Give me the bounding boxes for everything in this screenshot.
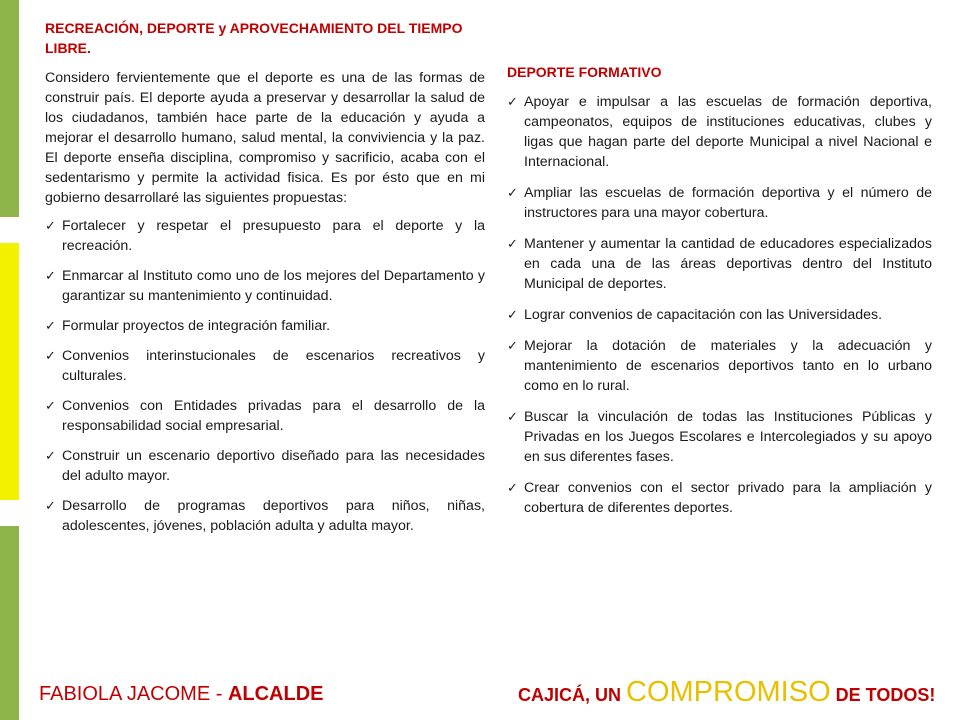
checkmark-icon: ✓ xyxy=(507,480,518,495)
candidate-name: FABIOLA JACOME - ALCALDE xyxy=(39,683,324,705)
checkmark-icon: ✓ xyxy=(45,498,56,513)
slogan: CAJICÁ, UN COMPROMISO DE TODOS! xyxy=(518,676,936,708)
side-strip-gap-top xyxy=(0,217,19,243)
list-item: ✓ Convenios interinstucionales de escenarios recreativos y culturales. xyxy=(45,348,485,384)
right-proposal-list xyxy=(507,92,932,518)
list-item: ✓ Mantener y aumentar la cantidad de educadores especializados en cada una de las áreas deportivas dentro del Instituto Municipal de deportes. xyxy=(507,236,932,292)
checkmark-icon: ✓ xyxy=(45,448,56,463)
checkmark-icon: ✓ xyxy=(507,236,518,251)
list-item: ✓ Apoyar e impulsar a las escuelas de formación deportiva, campeonatos, equipos de instituciones educativas, clubes y ligas que hagan parte del deporte Municipal a nivel Nacional e Internacional. xyxy=(507,94,932,170)
checkmark-icon: ✓ xyxy=(45,268,56,283)
list-item: ✓ Crear convenios con el sector privado para la ampliación y cobertura de diferentes deportes. xyxy=(507,480,932,516)
checkmark-icon: ✓ xyxy=(45,218,56,233)
list-item: ✓ Convenios con Entidades privadas para el desarrollo de la responsabilidad social empresarial. xyxy=(45,398,485,434)
checkmark-icon: ✓ xyxy=(507,94,518,109)
checkmark-icon: ✓ xyxy=(507,307,518,322)
intro-paragraph: Considero fervientemente que el deporte es una de las formas de construir país. El deporte ayuda a preservar y desarrollar la salud de los ciudadanos, también hace parte de la educación y ayuda a mejorar el desarrollo humano, salud mental, la conviviencia y la paz. El deporte enseña disciplina, compromiso y sacrificio, acaba con el sedentarismo y permite la actividad fisica. Es por ésto que en mi gobierno desarrollaré las siguientes propuestas: xyxy=(45,70,485,206)
side-strip-yellow xyxy=(0,243,19,500)
checkmark-icon: ✓ xyxy=(507,185,518,200)
checkmark-icon: ✓ xyxy=(45,348,56,363)
checkmark-icon: ✓ xyxy=(507,409,518,424)
list-item: ✓ Formular proyectos de integración familiar. xyxy=(45,318,331,334)
list-item: ✓ Ampliar las escuelas de formación deportiva y el número de instructores para una mayor cobertura. xyxy=(507,185,932,221)
candidate-role: ALCALDE xyxy=(227,683,324,705)
list-item: ✓ Enmarcar al Instituto como uno de los mejores del Departamento y garantizar su mantenimiento y continuidad. xyxy=(45,268,485,304)
side-strip-green-bottom xyxy=(0,526,19,720)
section-title-recreacion: RECREACIÓN, DEPORTE y APROVECHAMIENTO DEL TIEMPO LIBRE. xyxy=(45,20,463,56)
section-title-deporte-formativo: DEPORTE FORMATIVO xyxy=(507,64,662,80)
checkmark-icon: ✓ xyxy=(507,338,518,353)
checkmark-icon: ✓ xyxy=(45,318,56,333)
right-column xyxy=(507,62,932,529)
list-item: ✓ Mejorar la dotación de materiales y la adecuación y mantenimiento de escenarios deportivos tanto en lo urbano como en lo rural. xyxy=(507,338,932,394)
list-item: ✓ Buscar la vinculación de todas las Instituciones Públicas y Privadas en los Juegos Escolares e Intercolegiados y su apoyo en sus diferentes fases. xyxy=(507,409,932,465)
list-item: ✓ Fortalecer y respetar el presupuesto para el deporte y la recreación. xyxy=(45,218,485,254)
left-proposal-list xyxy=(45,216,485,536)
checkmark-icon: ✓ xyxy=(45,398,56,413)
side-strip-gap-bottom xyxy=(0,500,19,526)
list-item: ✓ Lograr convenios de capacitación con las Universidades. xyxy=(507,307,883,323)
list-item: ✓ Desarrollo de programas deportivos para niños, niñas, adolescentes, jóvenes, población adulta y adulta mayor. xyxy=(45,498,485,534)
left-column xyxy=(45,18,485,546)
side-strip-green-top xyxy=(0,0,19,217)
list-item: ✓ Construir un escenario deportivo diseñado para las necesidades del adulto mayor. xyxy=(45,448,485,484)
slogan-highlight: COMPROMISO xyxy=(626,676,831,708)
